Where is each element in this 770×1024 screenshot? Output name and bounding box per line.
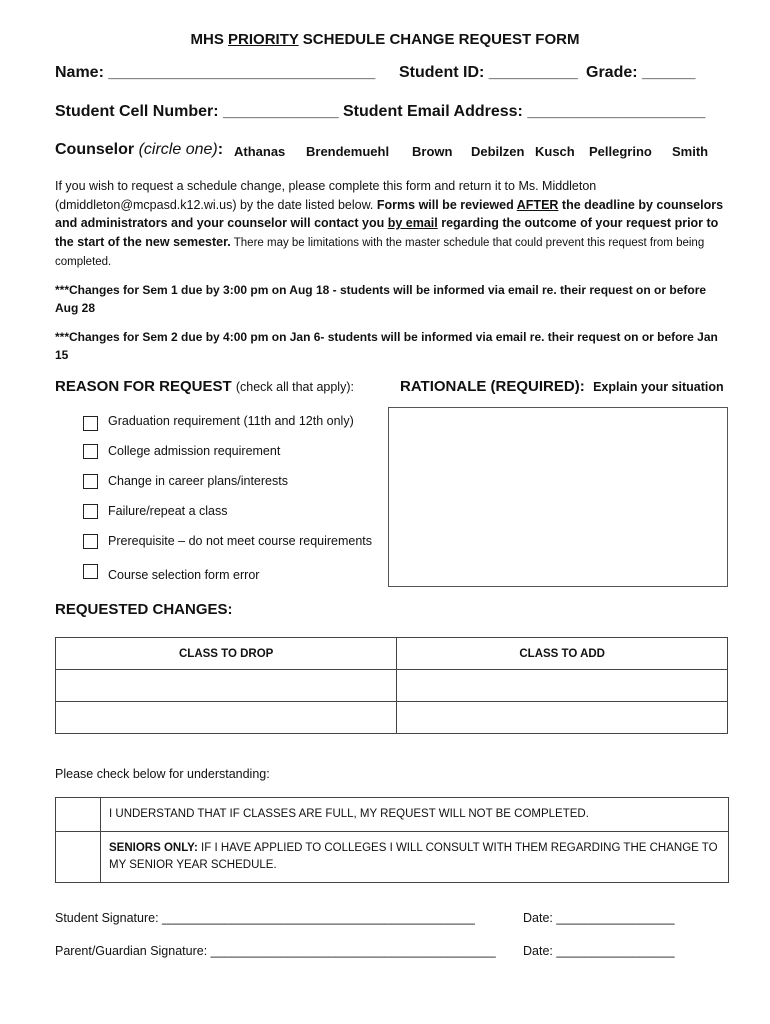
- deadline-sem1: ***Changes for Sem 1 due by 3:00 pm on Aug 18 - students will be informed via email re. their request on or before Aug 28: [55, 283, 707, 315]
- reason-checkbox-college[interactable]: [83, 444, 98, 459]
- col-class-to-add: CLASS TO ADD: [397, 638, 728, 670]
- reason-checkbox-form-error[interactable]: [83, 564, 98, 579]
- reason-checkbox-graduation[interactable]: [83, 416, 98, 431]
- requested-changes-table: [55, 637, 728, 734]
- reason-heading: REASON FOR REQUEST (check all that apply):: [55, 378, 354, 395]
- counselor-athanas[interactable]: Athanas: [234, 144, 286, 159]
- counselor-pellegrino[interactable]: Pellegrino: [589, 144, 652, 159]
- table-row: [56, 832, 729, 883]
- seniors-text: SENIORS ONLY: IF I HAVE APPLIED TO COLLEGES I WILL CONSULT WITH THEM REGARDING THE CHANGE TO MY SENIOR YEAR SCHEDULE.: [101, 832, 729, 883]
- drop-cell[interactable]: [56, 670, 397, 702]
- cell-number-field[interactable]: Student Cell Number: _____________: [55, 103, 339, 120]
- deadline-sem2: ***Changes for Sem 2 due by 4:00 pm on Jan 6- students will be informed via email re. their request on or before Jan 15: [55, 330, 718, 362]
- requested-changes-heading: REQUESTED CHANGES:: [55, 601, 233, 618]
- student-id-field[interactable]: Student ID: __________: [399, 64, 578, 81]
- understand-full-checkbox[interactable]: [56, 798, 101, 832]
- reason-label-graduation: Graduation requirement (11th and 12th only): [108, 414, 354, 428]
- reason-checkbox-failure[interactable]: [83, 504, 98, 519]
- rationale-textbox[interactable]: [388, 407, 728, 587]
- reason-label-career: Change in career plans/interests: [108, 474, 288, 488]
- title-priority: PRIORITY: [228, 31, 299, 48]
- counselor-brown[interactable]: Brown: [412, 144, 453, 159]
- parent-date-line[interactable]: Date: _________________: [523, 944, 675, 958]
- understanding-table: [55, 797, 729, 883]
- table-row: [56, 702, 728, 734]
- reason-label-failure: Failure/repeat a class: [108, 504, 228, 518]
- seniors-checkbox[interactable]: [56, 832, 101, 883]
- drop-cell[interactable]: [56, 702, 397, 734]
- parent-signature-line[interactable]: Parent/Guardian Signature: _________________________________________: [55, 944, 496, 958]
- understanding-prompt: Please check below for understanding:: [55, 767, 270, 781]
- reason-checkbox-prerequisite[interactable]: [83, 534, 98, 549]
- email-field[interactable]: Student Email Address: ____________________: [343, 103, 706, 120]
- name-field[interactable]: Name: ______________________________: [55, 64, 376, 81]
- instructions-paragraph: If you wish to request a schedule change, please complete this form and return it to Ms. Middleton (dmiddleton@mcpasd.k12.wi.us) by the date listed below. Forms will be reviewed AFTER the deadline by counselors and administrators and your counselor will contact you by email regarding the outcome of your request prior to the start of the new semester. There may be limitations with the master schedule that could prevent this request from being completed.: [55, 179, 724, 268]
- reason-label-college: College admission requirement: [108, 444, 281, 458]
- counselor-brendemuehl[interactable]: Brendemuehl: [306, 144, 390, 159]
- understand-full-text: I UNDERSTAND THAT IF CLASSES ARE FULL, MY REQUEST WILL NOT BE COMPLETED.: [101, 798, 729, 832]
- counselor-smith[interactable]: Smith: [672, 144, 709, 159]
- add-cell[interactable]: [397, 702, 728, 734]
- reason-checkbox-career[interactable]: [83, 474, 98, 489]
- add-cell[interactable]: [397, 670, 728, 702]
- grade-field[interactable]: Grade: ______: [586, 64, 696, 81]
- table-row: [56, 798, 729, 832]
- table-row: [56, 670, 728, 702]
- student-date-line[interactable]: Date: _________________: [523, 911, 675, 925]
- reason-label-form-error: Course selection form error: [108, 568, 260, 582]
- student-signature-line[interactable]: Student Signature: _____________________________________________: [55, 911, 475, 925]
- reason-label-prerequisite: Prerequisite – do not meet course requirements: [108, 534, 373, 548]
- counselor-label: Counselor (circle one):: [55, 141, 224, 158]
- rationale-heading: RATIONALE (REQUIRED): Explain your situation: [400, 378, 724, 395]
- counselor-kusch[interactable]: Kusch: [535, 144, 575, 159]
- page-title: MHS PRIORITY SCHEDULE CHANGE REQUEST FORM: [190, 31, 580, 48]
- col-class-to-drop: CLASS TO DROP: [56, 638, 397, 670]
- table-header-row: [56, 638, 728, 670]
- counselor-debilzen[interactable]: Debilzen: [471, 144, 525, 159]
